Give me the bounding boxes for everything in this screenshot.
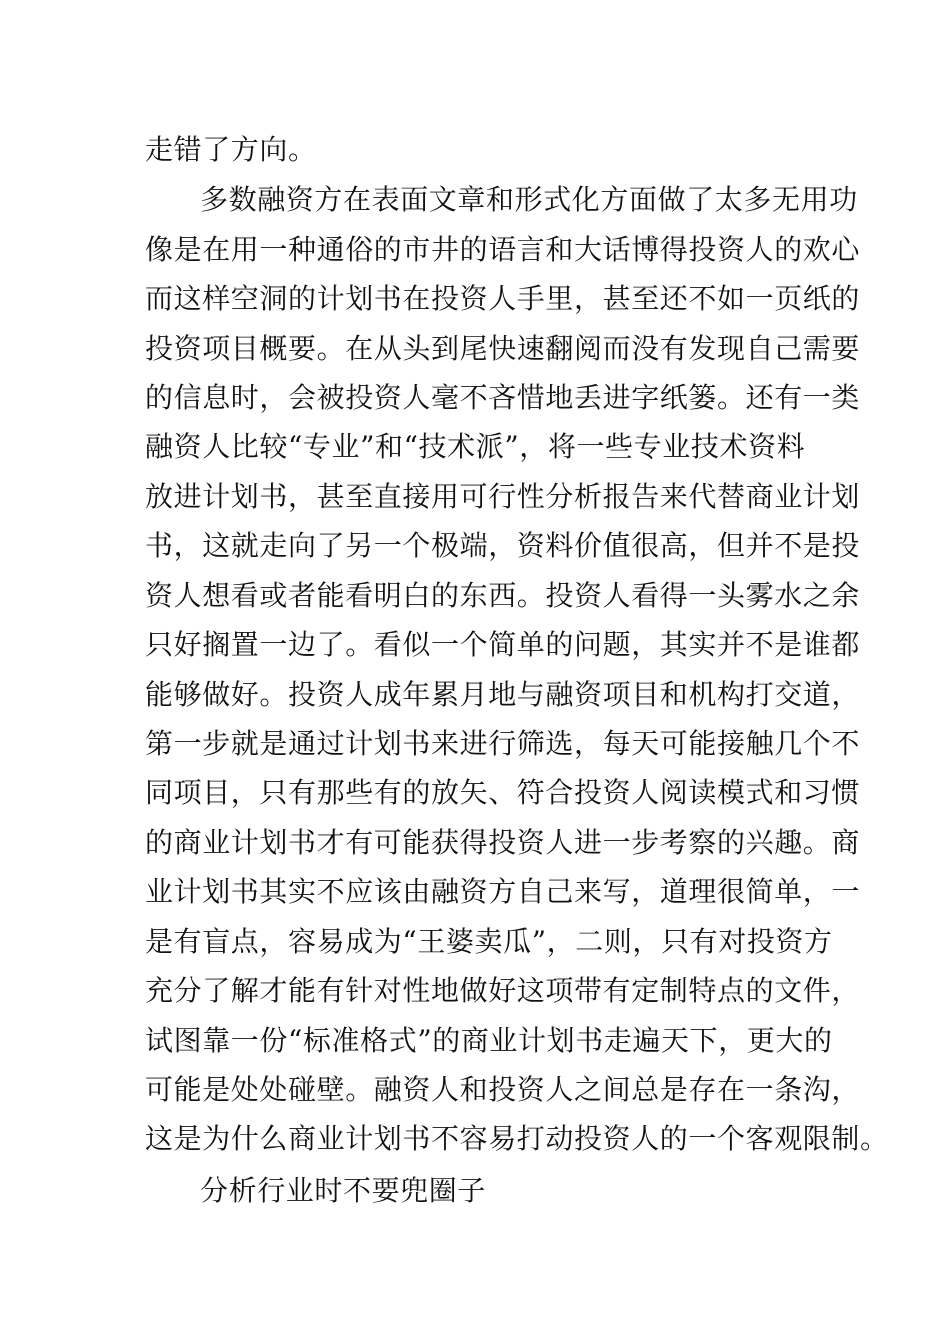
text-line: 能够做好。投资人成年累月地与融资项目和机构打交道， (145, 678, 861, 711)
text-line: 资人想看或者能看明白的东西。投资人看得一头雾水之余 (145, 579, 861, 612)
text-line: 书，这就走向了另一个极端，资料价值很高，但并不是投 (145, 529, 861, 562)
section-heading: 分析行业时不要兜圈子 (200, 1174, 487, 1207)
text-line: 可能是处处碰壁。融资人和投资人之间总是存在一条沟， (145, 1073, 861, 1106)
text-line: 像是在用一种通俗的市井的语言和大话博得投资人的欢心 (145, 233, 861, 266)
text-line: 充分了解才能有针对性地做好这项带有定制特点的文件， (145, 974, 861, 1007)
text-line: 只好搁置一边了。看似一个简单的问题，其实并不是谁都 (145, 628, 861, 661)
text-line: 的信息时，会被投资人毫不吝惜地丢进字纸篓。还有一类 (145, 381, 861, 414)
text-line: 投资项目概要。在从头到尾快速翻阅而没有发现自己需要 (145, 332, 861, 365)
text-line: 是有盲点，容易成为“王婆卖瓜”，二则，只有对投资方 (145, 925, 833, 958)
text-line: 第一步就是通过计划书来进行筛选，每天可能接触几个不 (145, 727, 861, 760)
text-line: 试图靠一份“标准格式”的商业计划书走遍天下，更大的 (145, 1024, 833, 1057)
text-line: 而这样空洞的计划书在投资人手里，甚至还不如一页纸的 (145, 282, 861, 315)
text-line: 多数融资方在表面文章和形式化方面做了太多无用功 (200, 183, 858, 216)
text-line: 融资人比较“专业”和“技术派”，将一些专业技术资料 (145, 430, 806, 463)
text-line: 的商业计划书才有可能获得投资人进一步考察的兴趣。商 (145, 826, 861, 859)
text-line: 走错了方向。 (145, 133, 317, 166)
text-line: 同项目，只有那些有的放矢、符合投资人阅读模式和习惯 (145, 776, 861, 809)
text-line: 这是为什么商业计划书不容易打动投资人的一个客观限制。 (145, 1122, 889, 1155)
text-line: 放进计划书，甚至直接用可行性分析报告来代替商业计划 (145, 480, 861, 513)
text-line: 业计划书其实不应该由融资方自己来写，道理很简单，一 (145, 875, 861, 908)
